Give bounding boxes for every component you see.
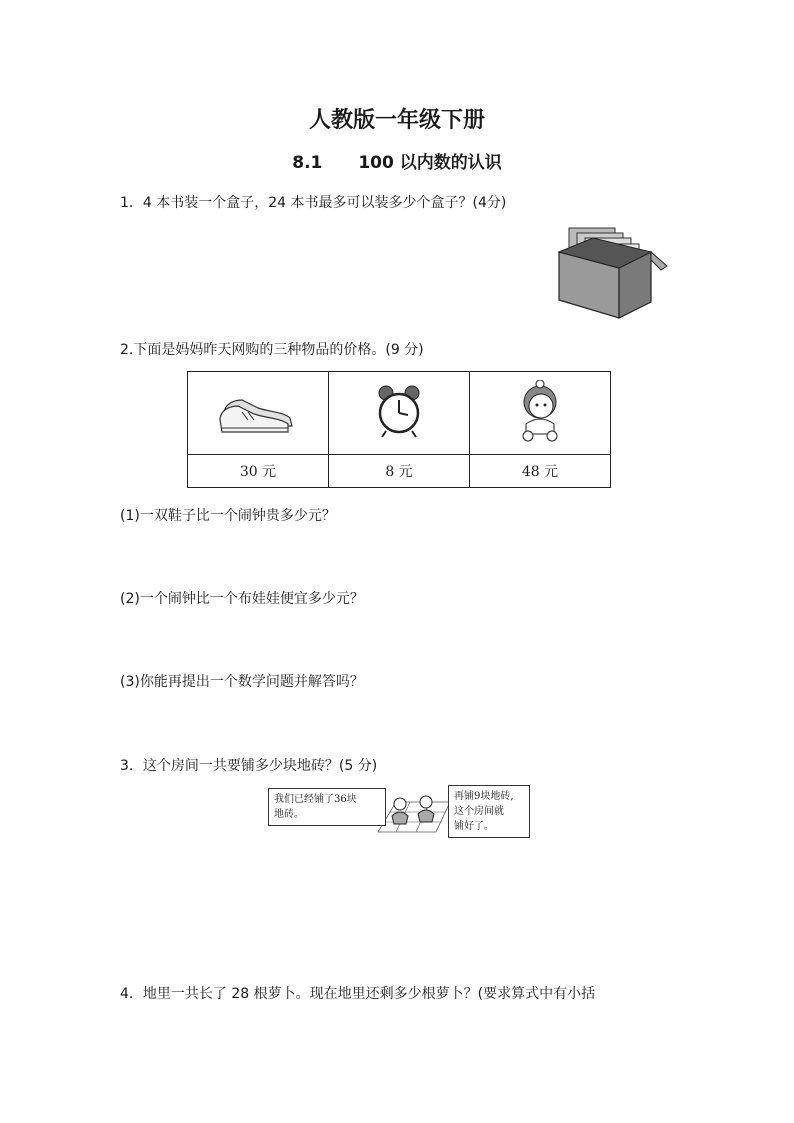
page-title: 人教版一年级下册 [308,108,485,133]
section-title: 100 以内数的认识 [358,153,502,173]
price-cell: 8 元 [329,455,470,488]
table-cell [188,372,329,455]
section-heading [0,148,794,173]
speech-bubble-right [448,785,530,838]
question-2-part-3: (3)你能再提出一个数学问题并解答吗？ [120,674,364,690]
book-box-icon [555,220,671,322]
bubble-right-line-2: 这个房间就 [454,806,504,817]
bubble-right-line-3: 铺好了。 [454,821,494,832]
alarm-clock-icon [374,383,424,439]
table-cell [329,372,470,455]
question-2-part-1: (1)一双鞋子比一个闹钟贵多少元？ [120,508,336,524]
speech-bubble-left [268,788,386,826]
question-2-part-2: (2)一个闹钟比一个布娃娃便宜多少元？ [120,591,364,607]
bubble-right-line-1: 再铺9块地砖, [454,791,514,802]
question-1: 1．4 本书装一个盒子，24 本书最多可以装多少个盒子？(4分) [120,195,507,211]
section-number: 8.1 [292,153,323,173]
doll-icon [514,380,566,442]
question-3: 3．这个房间一共要铺多少块地砖？(5 分) [120,758,378,774]
price-table [187,371,611,488]
bubble-left-line-2: 地砖。 [274,809,304,820]
question-4: 4．地里一共长了 28 根萝卜。现在地里还剩多少根萝卜？(要求算式中有小括 [120,986,596,1002]
price-cell: 30 元 [188,455,329,488]
question-2: 2.下面是妈妈昨天网购的三种物品的价格。(9 分) [120,342,424,358]
bubble-left-line-1: 我们已经铺了36块 [274,794,357,805]
shoes-icon [218,386,298,436]
table-cell [470,372,611,455]
price-cell: 48 元 [470,455,611,488]
workers-tiling-floor-icon [376,790,452,836]
